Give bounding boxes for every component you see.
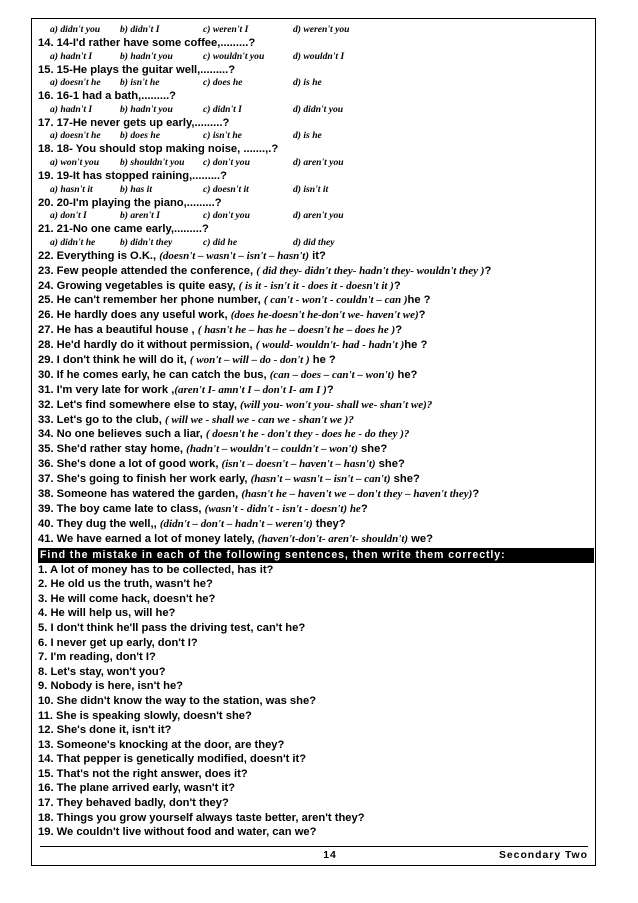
answer-choices: ( would- wouldn't- had - hadn't )	[255, 339, 405, 352]
sentence-line: 19. We couldn't live without food and water, can we?	[38, 826, 317, 839]
sentence-line: 5. I don't think he'll pass the driving test, can't he?	[38, 621, 306, 634]
answer-choices: (can – does – can't – won't)	[269, 368, 395, 381]
question-text: 23. Few people attended the conference,	[38, 264, 257, 277]
sentence-line: 7. I'm reading, don't I?	[38, 651, 156, 664]
question-ending: she?	[390, 473, 420, 486]
answer-option: a) hadn't I	[50, 103, 93, 115]
question-text: 22. Everything is O.K.,	[38, 249, 160, 262]
sentence-line: 12. She's done it, isn't it?	[38, 724, 172, 737]
answer-choices: ( can't - won't - couldn't – can )	[263, 294, 408, 307]
answer-choices: ( hasn't he – has he – doesn't he – does he )	[197, 324, 396, 337]
answer-option: d) aren't you	[293, 156, 344, 168]
question-line: 15. 15-He plays the guitar well,.........?	[38, 63, 236, 76]
question-text: 26. He hardly does any useful work,	[38, 309, 231, 322]
question-line	[38, 368, 594, 383]
footer-divider	[40, 846, 588, 847]
answer-option: d) wouldn't I	[293, 50, 345, 62]
sentence-line: 10. She didn't know the way to the station, was she?	[38, 694, 317, 707]
answer-option: b) has it	[120, 183, 152, 195]
answer-option: d) weren't you	[293, 24, 350, 35]
answer-choices: (hasn't he – haven't we – don't they – haven't they)	[241, 488, 473, 500]
question-text: 34. No one believes such a liar,	[38, 428, 206, 441]
answer-option: d) isn't it	[293, 183, 329, 195]
sentence-line: 2. He old us the truth, wasn't he?	[38, 578, 213, 591]
question-line	[38, 353, 594, 368]
sentence-line: 4. He will help us, will he?	[38, 607, 176, 620]
page-number: 14	[323, 850, 337, 861]
sentence-line: 14. That pepper is genetically modified, doesn't it?	[38, 753, 307, 766]
question-line	[38, 293, 594, 308]
find-the-mistake-block	[38, 563, 594, 840]
answer-option: a) hadn't I	[50, 50, 93, 62]
sentence-line: 3. He will come hack, doesn't he?	[38, 592, 216, 605]
answer-option: a) didn't he	[50, 236, 96, 248]
answer-option: d) didn't you	[293, 103, 344, 115]
question-ending: she?	[357, 443, 388, 456]
answer-option: b) hadn't you	[120, 103, 173, 115]
question-line	[38, 457, 594, 472]
answer-option: c) didn't I	[203, 103, 242, 115]
question-ending: ?	[484, 264, 492, 277]
question-ending: he ?	[404, 339, 428, 352]
options-line	[38, 51, 594, 63]
question-text: 27. He has a beautiful house ,	[38, 324, 198, 337]
question-ending: ?	[360, 502, 368, 515]
answer-choices: (does he-doesn't he-don't we- haven't we)	[230, 309, 419, 322]
question-line	[38, 472, 594, 487]
answer-option: d) aren't you	[293, 210, 344, 222]
answer-choices: ( doesn't he - don't they - does he - do they )?	[205, 428, 410, 441]
answer-option: b) does he	[120, 130, 160, 142]
options-line	[38, 24, 594, 36]
answer-choices: (doesn't – wasn't – isn't – hasn't)	[159, 249, 310, 262]
question-text: 37. She's going to finish her work early,	[38, 473, 251, 486]
question-text: 29. I don't think he will do it,	[38, 353, 190, 366]
answer-option: c) don't you	[203, 210, 250, 222]
answer-option: b) isn't he	[120, 77, 160, 89]
inline-choice-block	[38, 249, 594, 547]
options-line	[38, 184, 594, 196]
answer-option: a) won't you	[50, 156, 100, 168]
question-line	[38, 383, 594, 398]
sentence-line: 6. I never get up early, don't I?	[38, 636, 198, 649]
question-ending: he ?	[309, 353, 336, 366]
question-ending: ?	[418, 309, 426, 322]
question-line: 18. 18- You should stop making noise, .......,.?	[38, 143, 279, 156]
question-text: 41. We have earned a lot of money lately,	[38, 532, 258, 545]
question-line	[38, 264, 594, 279]
question-ending: he ?	[407, 294, 431, 307]
answer-choices: ( won't – will – do - don't )	[189, 353, 310, 366]
question-ending: ?	[393, 279, 401, 292]
answer-choices: (hasn't – wasn't – isn't – can't)	[250, 473, 391, 486]
options-line	[38, 237, 594, 249]
answer-option: b) shouldn't you	[120, 156, 185, 168]
answer-choices: ( did they- didn't they- hadn't they- wouldn't they )	[256, 264, 485, 277]
question-line	[38, 249, 594, 264]
question-ending: it?	[309, 249, 326, 262]
sentence-line: 11. She is speaking slowly, doesn't she?	[38, 709, 252, 722]
question-text: 31. I'm very late for work ,	[38, 383, 175, 396]
answer-choices: (aren't I- amn't I – don't I- am I )	[174, 383, 327, 396]
answer-choices: ( will we - shall we - can we - shan't we )?	[164, 413, 354, 426]
question-text: 28. He'd hardly do it without permission,	[38, 339, 256, 352]
question-ending: ?	[326, 383, 334, 396]
answer-option: c) did he	[203, 236, 238, 248]
answer-option: b) hadn't you	[120, 50, 173, 62]
answer-option: c) wouldn't you	[203, 50, 265, 62]
question-ending: he?	[394, 368, 418, 381]
answer-option: a) doesn't he	[50, 130, 101, 142]
answer-option: c) isn't he	[203, 130, 242, 142]
question-ending: ?	[395, 324, 403, 337]
question-ending: we?	[408, 532, 433, 545]
worksheet-content	[38, 24, 594, 840]
question-line: 16. 16-1 had a bath,.........?	[38, 90, 177, 103]
question-line	[38, 308, 594, 323]
question-text: 30. If he comes early, he can catch the bus,	[38, 368, 270, 381]
answer-option: b) didn't I	[120, 24, 160, 35]
question-text: 39. The boy came late to class,	[38, 502, 205, 515]
answer-choices: (haven't-don't- aren't- shouldn't)	[257, 532, 409, 545]
answer-option: a) don't I	[50, 210, 87, 222]
question-line	[38, 442, 594, 457]
multiple-choice-block	[38, 24, 594, 249]
answer-option: a) hasn't it	[50, 183, 93, 195]
question-line	[38, 323, 594, 338]
options-line	[38, 130, 594, 142]
answer-option: c) weren't I	[203, 24, 249, 35]
answer-choices: ( is it - isn't it - does it - doesn't it )	[238, 279, 394, 292]
footer-label: Secondary Two	[498, 850, 588, 861]
question-line	[38, 532, 594, 547]
question-line	[38, 398, 594, 413]
sentence-line: 8. Let's stay, won't you?	[38, 665, 166, 678]
question-line	[38, 413, 594, 428]
sentence-line: 1. A lot of money has to be collected, has it?	[38, 563, 274, 576]
sentence-line: 9. Nobody is here, isn't he?	[38, 680, 184, 693]
question-line	[38, 279, 594, 294]
answer-choices: (didn't – don't – hadn't – weren't)	[159, 517, 313, 530]
question-line	[38, 517, 594, 532]
question-ending: ?	[472, 488, 480, 500]
answer-choices: (isn't – doesn't – haven't – hasn't)	[221, 458, 376, 471]
question-text: 32. Let's find somewhere else to stay,	[38, 398, 241, 411]
question-line: 14. 14-I'd rather have some coffee,.........?	[38, 37, 256, 49]
question-text: 40. They dug the well,,	[38, 517, 160, 530]
question-line	[38, 502, 594, 517]
answer-option: b) aren't I	[120, 210, 160, 222]
question-text: 35. She'd rather stay home,	[38, 443, 187, 456]
question-line: 21. 21-No one came early,.........?	[38, 223, 209, 236]
answer-option: c) doesn't it	[203, 183, 249, 195]
options-line	[38, 210, 594, 222]
sentence-line: 13. Someone's knocking at the door, are they?	[38, 738, 285, 751]
answer-option: a) doesn't he	[50, 77, 101, 89]
answer-option: a) didn't you	[50, 24, 101, 35]
question-line	[38, 427, 594, 442]
question-ending: she?	[375, 458, 405, 471]
sentence-line: 15. That's not the right answer, does it?	[38, 767, 248, 780]
answer-choices: (will you- won't you- shall we- shan't we)?	[240, 398, 433, 411]
options-line	[38, 104, 594, 116]
question-line	[38, 487, 594, 502]
options-line	[38, 77, 594, 89]
question-line	[38, 338, 594, 353]
answer-option: b) didn't they	[120, 236, 173, 248]
section-heading: Find the mistake in each of the following sentences, then write them correctly:	[38, 548, 594, 563]
sentence-line: 17. They behaved badly, don't they?	[38, 797, 229, 810]
question-text: 24. Growing vegetables is quite easy,	[38, 279, 239, 292]
answer-option: c) does he	[203, 77, 243, 89]
question-text: 33. Let's go to the club,	[38, 413, 165, 426]
sentence-line: 16. The plane arrived early, wasn't it?	[38, 782, 236, 795]
answer-option: c) don't you	[203, 156, 250, 168]
question-ending: they?	[312, 517, 346, 530]
question-line: 19. 19-It has stopped raining,.........?	[38, 169, 227, 182]
question-text: 25. He can't remember her phone number,	[38, 294, 264, 307]
answer-option: d) is he	[293, 130, 322, 142]
answer-choices: (hadn't – wouldn't – couldn't – won't)	[186, 443, 358, 456]
answer-option: d) did they	[293, 236, 335, 248]
options-line	[38, 157, 594, 169]
question-line: 17. 17-He never gets up early,.........?	[38, 116, 230, 129]
question-text: 38. Someone has watered the garden,	[38, 488, 242, 500]
question-text: 36. She's done a lot of good work,	[38, 458, 222, 471]
question-line: 20. 20-I'm playing the piano,.........?	[38, 196, 222, 209]
answer-option: d) is he	[293, 77, 322, 89]
sentence-line: 18. Things you grow yourself always taste better, aren't they?	[38, 811, 365, 824]
answer-choices: (wasn't - didn't - isn't - doesn't) he	[204, 502, 361, 515]
